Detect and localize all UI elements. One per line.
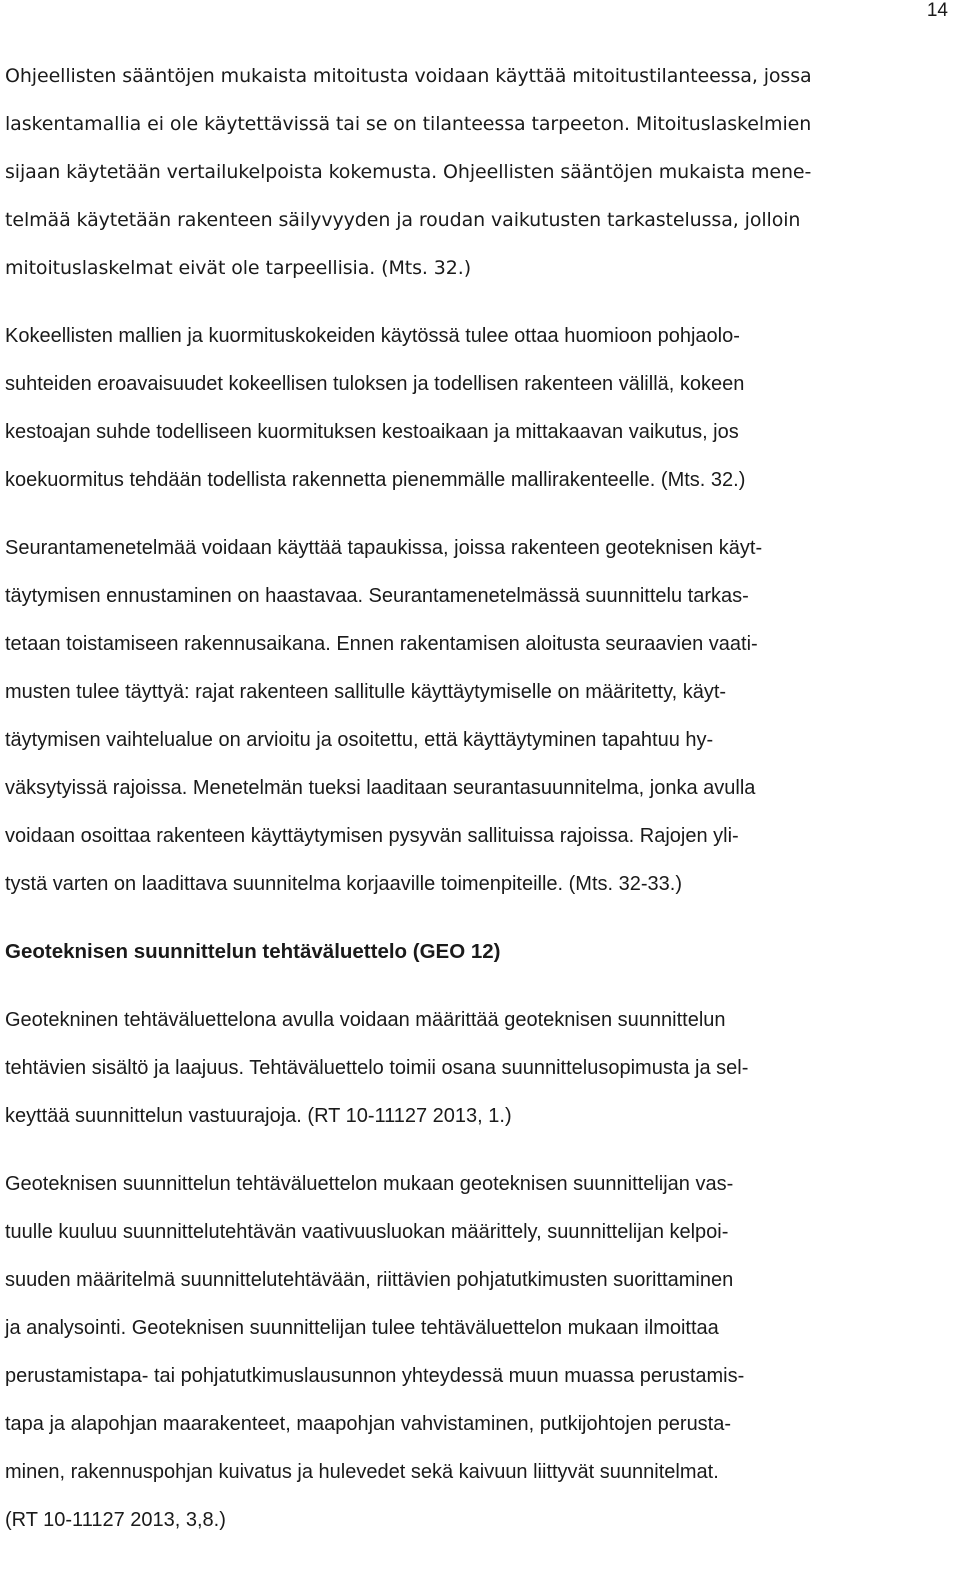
text-line: telmää käytetään rakenteen säilyvyyden ja roudan vaikutusten tarkastelussa, jolloin bbox=[5, 209, 801, 231]
section-heading: Geoteknisen suunnittelun tehtäväluettelo (GEO 12) bbox=[5, 940, 501, 963]
text-line: Ohjeellisten sääntöjen mukaista mitoitusta voidaan käyttää mitoitustilanteessa, jossa bbox=[5, 65, 812, 87]
paragraph-task-list-intro bbox=[5, 996, 955, 1140]
text-line: täytymisen ennustaminen on haastavaa. Seurantamenetelmässä suunnittelu tarkas- bbox=[5, 585, 749, 607]
text-line: sijaan käytetään vertailukelpoista kokemusta. Ohjeellisten sääntöjen mukaista mene- bbox=[5, 161, 812, 183]
text-line: (RT 10-11127 2013, 3,8.) bbox=[5, 1509, 226, 1531]
text-line: Geotekninen tehtäväluettelona avulla voidaan määrittää geoteknisen suunnittelun bbox=[5, 1009, 726, 1031]
text-line: laskentamallia ei ole käytettävissä tai se on tilanteessa tarpeeton. Mitoituslaskelmien bbox=[5, 113, 812, 135]
text-line: perustamistapa- tai pohjatutkimuslausunnon yhteydessä muun muassa perustamis- bbox=[5, 1365, 745, 1387]
text-line: tystä varten on laadittava suunnitelma korjaaville toimenpiteille. (Mts. 32-33.) bbox=[5, 873, 682, 895]
text-line: mitoituslaskelmat eivät ole tarpeellisia. (Mts. 32.) bbox=[5, 257, 472, 279]
text-line: tapa ja alapohjan maarakenteet, maapohjan vahvistaminen, putkijohtojen perusta- bbox=[5, 1413, 732, 1435]
text-line: suhteiden eroavaisuudet kokeellisen tuloksen ja todellisen rakenteen välillä, kokeen bbox=[5, 373, 745, 395]
text-line: Kokeellisten mallien ja kuormituskokeiden käytössä tulee ottaa huomioon pohjaolo- bbox=[5, 325, 740, 347]
text-line: koekuormitus tehdään todellista rakennetta pienemmälle mallirakenteelle. (Mts. 32.) bbox=[5, 469, 746, 491]
page-number: 14 bbox=[926, 0, 948, 21]
text-line: musten tulee täyttyä: rajat rakenteen sallitulle käyttäytymiselle on määritetty, käyt- bbox=[5, 681, 727, 703]
paragraph-designer-responsibilities bbox=[5, 1160, 955, 1544]
text-line: tetaan toistamiseen rakennusaikana. Ennen rakentamisen aloitusta seuraavien vaati- bbox=[5, 633, 758, 655]
paragraph-experimental-models bbox=[5, 312, 955, 504]
paragraph-observational-method bbox=[5, 524, 955, 908]
paragraph-design-rules bbox=[5, 52, 955, 292]
document-body bbox=[5, 52, 955, 1564]
text-line: voidaan osoittaa rakenteen käyttäytymisen pysyvän sallituissa rajoissa. Rajojen yli- bbox=[5, 825, 739, 847]
text-line: täytymisen vaihtelualue on arvioitu ja osoitettu, että käyttäytyminen tapahtuu hy- bbox=[5, 729, 714, 751]
text-line: minen, rakennuspohjan kuivatus ja hulevedet sekä kaivuun liittyvät suunnitelmat. bbox=[5, 1461, 719, 1483]
text-line: Geoteknisen suunnittelun tehtäväluettelon mukaan geoteknisen suunnittelijan vas- bbox=[5, 1173, 734, 1195]
text-line: väksytyissä rajoissa. Menetelmän tueksi laaditaan seurantasuunnitelma, jonka avulla bbox=[5, 777, 756, 799]
text-line: suuden määritelmä suunnittelutehtävään, riittävien pohjatutkimusten suorittaminen bbox=[5, 1269, 734, 1291]
text-line: keyttää suunnittelun vastuurajoja. (RT 10-11127 2013, 1.) bbox=[5, 1105, 512, 1127]
text-line: Seurantamenetelmää voidaan käyttää tapaukissa, joissa rakenteen geoteknisen käyt- bbox=[5, 537, 763, 559]
text-line: ja analysointi. Geoteknisen suunnittelijan tulee tehtäväluettelon mukaan ilmoittaa bbox=[5, 1317, 719, 1339]
text-line: kestoajan suhde todelliseen kuormituksen kestoaikaan ja mittakaavan vaikutus, jos bbox=[5, 421, 739, 443]
text-line: tehtävien sisältö ja laajuus. Tehtäväluettelo toimii osana suunnittelusopimusta ja sel- bbox=[5, 1057, 749, 1079]
text-line: tuulle kuuluu suunnittelutehtävän vaativuusluokan määrittely, suunnittelijan kelpoi- bbox=[5, 1221, 729, 1243]
